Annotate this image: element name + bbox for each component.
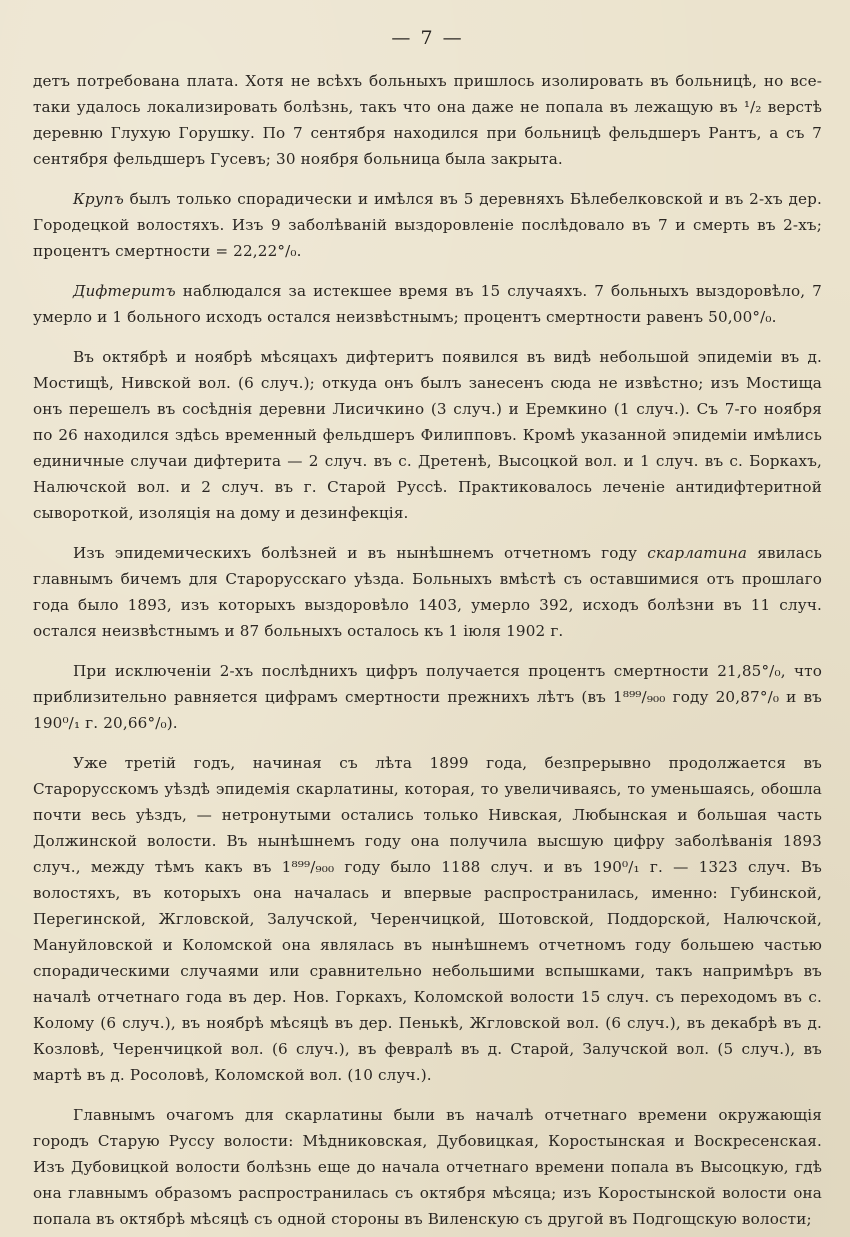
paragraph-text: При исключеніи 2-хъ послѣднихъ цифръ получается процентъ смертности 21,85°/₀, что приблизительно равняется цифрамъ смертности прежнихъ лѣтъ (въ 1⁸⁹⁹/₉₀₀ году 20,87°/₀ и въ 190⁰/₁ г. 20,66°/₀). [33, 662, 822, 732]
paragraph-1 [33, 68, 822, 172]
paragraph-text: детъ потребована плата. Хотя не всѣхъ больныхъ пришлось изолировать въ больницѣ, но все-таки удалось локализировать болѣзнь, такъ что она даже не попала въ лежащую въ ¹/₂ верстѣ деревню Глухую Горушку. По 7 сентября находился при больницѣ фельдшеръ Рантъ, а съ 7 сентября фельдшеръ Гусевъ; 30 ноября больница была закрыта. [33, 72, 822, 168]
paragraph-2-croup [33, 186, 822, 264]
paragraph-text: Уже третій годъ, начиная съ лѣта 1899 года, безпрерывно продолжается въ Старорусскомъ уѣздѣ эпидемія скарлатины, которая, то увеличиваясь, то уменьшаясь, обошла почти весь уѣздъ, — нетронутыми остались только Нивская, Любынская и большая часть Должинской волости. Въ нынѣшнемъ году она получила высшую цифру заболѣванія 1893 случ., между тѣмъ какъ въ 1⁸⁹⁹/₉₀₀ году было 1188 случ. и въ 190⁰/₁ г. — 1323 случ. Въ волостяхъ, въ которыхъ она началась и впервые распространилась, именно: Губинской, Перегинской, Жгловской, Залучской, Черенчицкой, Шотовской, Поддорской, Налючской, Мануйловской и Коломской она являлась въ нынѣшнемъ отчетномъ году большею частью спорадическими случаями или сравнительно небольшими вспышками, такъ напримѣръ въ началѣ отчетнаго года въ дер. Нов. Горкахъ, Коломской волости 15 случ. съ переходомъ въ с. Колому (6 случ.), въ ноябрѣ мѣсяцѣ въ дер. Пенькѣ, Жгловской вол. (6 случ.), въ декабрѣ въ д. Козловѣ, Черенчицкой вол. (6 случ.), въ февралѣ въ д. Старой, Залучской вол. (5 случ.), въ мартѣ въ д. Росоловѣ, Коломской вол. (10 случ.). [33, 754, 822, 1084]
paragraph-8 [33, 1102, 822, 1232]
paragraph-text-pre: Изъ эпидемическихъ болѣзней и въ нынѣшнемъ отчетномъ году [73, 544, 648, 562]
paragraph-6 [33, 658, 822, 736]
paragraph-text: Главнымъ очагомъ для скарлатины были въ началѣ отчетнаго времени окружающія городъ Старую Руссу волости: Мѣдниковская, Дубовицкая, Коростынская и Воскресенская. Изъ Дубовицкой волости болѣзнь еще до начала отчетнаго времени попала въ Высоцкую, гдѣ она главнымъ образомъ распространилась съ октября мѣсяца; изъ Коростынской волости она попала въ октябрѣ мѣсяцѣ съ одной стороны въ Виленскую съ другой въ Подгощскую волости; [33, 1106, 822, 1228]
paragraph-text: былъ только спорадически и имѣлся въ 5 деревняхъ Бѣлебелковской и въ 2-хъ дер. Городецкой волостяхъ. Изъ 9 заболѣваній выздоровленіе послѣдовало въ 7 и смерть въ 2-хъ; процентъ смертности = 22,22°/₀. [33, 190, 822, 260]
italic-term-croup: Крупъ [73, 190, 124, 208]
paragraph-3-diphtheria [33, 278, 822, 330]
paragraph-4 [33, 344, 822, 526]
paragraph-text: Въ октябрѣ и ноябрѣ мѣсяцахъ дифтеритъ появился въ видѣ небольшой эпидеміи въ д. Мостищѣ, Нивской вол. (6 случ.); откуда онъ былъ занесенъ сюда не извѣстно; изъ Мостища онъ перешелъ въ сосѣднія деревни Лисичкино (3 случ.) и Еремкино (1 случ.). Съ 7-го ноября по 26 находился здѣсь временный фельдшеръ Филипповъ. Кромѣ указанной эпидеміи имѣлись единичные случаи дифтерита — 2 случ. въ с. Дретенѣ, Высоцкой вол. и 1 случ. въ с. Боркахъ, Налючской вол. и 2 случ. въ г. Старой Руссѣ. Практиковалось леченіе антидифтеритной сывороткой, изоляція на дому и дезинфекція. [33, 348, 822, 522]
paragraph-5-scarlatina [33, 540, 822, 644]
page-number: — 7 — [391, 27, 464, 49]
italic-term-diphtheria: Дифтеритъ [73, 282, 176, 300]
paragraph-text: явилась главнымъ бичемъ для Старорусскаго уѣзда. Больныхъ вмѣстѣ съ оставшимися отъ прошлаго года было 1893, изъ которыхъ выздоровѣло 1403, умерло 392, исходъ болѣзни въ 11 случ. остался неизвѣстнымъ и 87 больныхъ осталось къ 1 іюля 1902 г. [33, 544, 822, 640]
italic-term-scarlatina: скарлатина [647, 544, 748, 562]
paragraph-text: наблюдался за истекшее время въ 15 случаяхъ. 7 больныхъ выздоровѣло, 7 умерло и 1 больного исходъ остался неизвѣстнымъ; процентъ смертности равенъ 50,00°/₀. [33, 282, 822, 326]
paragraph-7 [33, 750, 822, 1088]
